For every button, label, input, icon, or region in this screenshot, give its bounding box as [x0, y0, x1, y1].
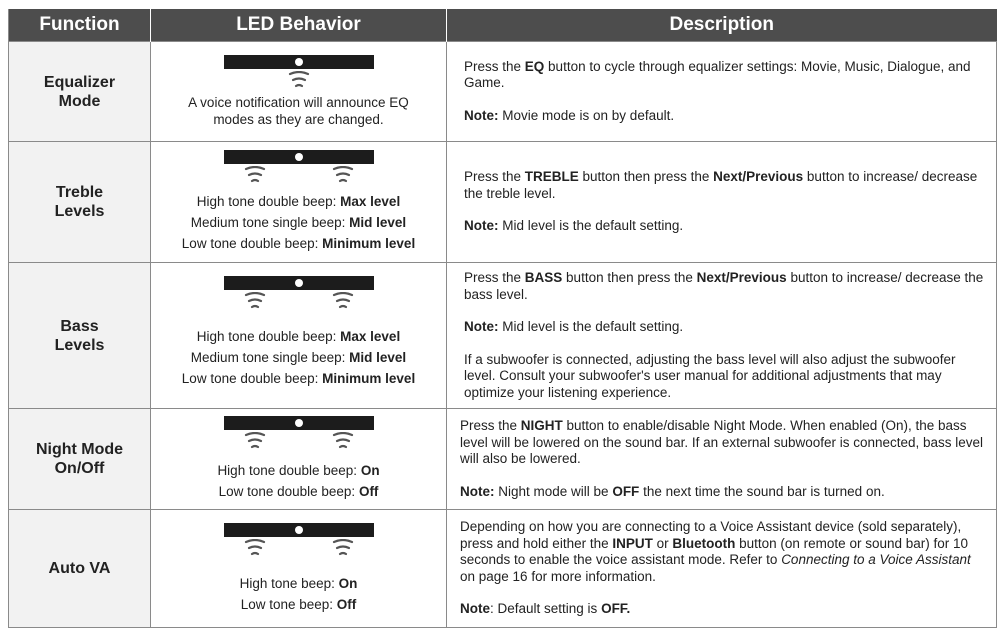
sound-wave-icon — [330, 292, 356, 314]
header-led-behavior: LED Behavior — [151, 9, 447, 42]
sound-wave-icon — [242, 539, 268, 561]
led-line: High tone double beep: Max level — [196, 329, 401, 344]
description-note: Note: Movie mode is on by default. — [464, 107, 675, 123]
description-paragraph: Press the TREBLE button then press the Next/Previous button to increase/ decrease the treble level. — [464, 169, 978, 201]
soundbar-led-icon — [224, 150, 374, 164]
table-row — [9, 510, 997, 628]
sound-wave-icon — [242, 432, 268, 454]
soundbar-led-icon — [224, 416, 374, 430]
function-name-line: Treble — [55, 184, 104, 201]
table-row — [9, 263, 997, 409]
function-name-line: Levels — [54, 203, 105, 220]
led-line: High tone double beep: On — [217, 463, 380, 478]
table-row — [9, 409, 997, 510]
led-line: Low tone double beep: Minimum level — [181, 371, 416, 386]
header-description: Description — [447, 9, 997, 42]
led-behavior-cell — [151, 510, 447, 628]
sound-wave-icon — [286, 71, 312, 93]
soundbar-led-icon — [224, 523, 374, 537]
led-line: Low tone beep: Off — [240, 596, 357, 612]
description-paragraph: Depending on how you are connecting to a Voice Assistant device (sold separately), press and hold either the INPUT or Bluetooth button (on remote or sound bar) for 10 seconds to enable the voice assistant mode. Refer to Connecting to a Voice Assistant on page 16 for more information. — [460, 519, 971, 584]
led-line: Low tone double beep: Off — [218, 484, 379, 499]
description-paragraph: Press the EQ button to cycle through equalizer settings: Movie, Music, Dialogue, and Game. — [464, 58, 971, 91]
table-row — [9, 42, 997, 142]
function-cell — [9, 409, 151, 510]
sound-wave-icon — [242, 292, 268, 314]
function-cell — [9, 142, 151, 263]
function-name-line: Equalizer — [43, 73, 116, 91]
description-cell — [447, 409, 997, 510]
led-line: Medium tone single beep: Mid level — [190, 350, 407, 365]
description-paragraph: Press the NIGHT button to enable/disable Night Mode. When enabled (On), the bass level will be lowered on the sound bar. If an external subwoofer is connected, bass level will also be lowered. — [460, 418, 984, 466]
function-cell — [9, 42, 151, 142]
soundbar-led-icon — [224, 55, 374, 69]
led-behavior-cell — [151, 409, 447, 510]
description-paragraph: Press the BASS button then press the Next/Previous button to increase/ decrease the bass level. — [464, 270, 984, 302]
led-behavior-cell — [151, 142, 447, 263]
description-paragraph: If a subwoofer is connected, adjusting the bass level will also adjust the subwoofer level. Consult your subwoofer's user manual for additional adjustments that may optimize your listening experience. — [464, 351, 956, 400]
led-line: Medium tone single beep: Mid level — [190, 215, 407, 230]
table-row — [9, 142, 997, 263]
description-note: Note: Night mode will be OFF the next time the sound bar is turned on. — [460, 483, 885, 499]
led-note: A voice notification will announce EQ — [188, 95, 409, 110]
led-note: modes as they are changed. — [213, 112, 384, 127]
function-name-line: Mode — [58, 92, 101, 110]
function-table — [8, 9, 997, 628]
led-behavior-cell — [151, 263, 447, 409]
function-name-line: Levels — [54, 336, 105, 354]
table-header-row — [9, 9, 997, 42]
led-line: High tone double beep: Max level — [196, 194, 401, 209]
sound-wave-icon — [242, 166, 268, 188]
header-function: Function — [9, 9, 151, 42]
sound-wave-icon — [330, 166, 356, 188]
function-cell — [9, 510, 151, 628]
sound-wave-icon — [330, 539, 356, 561]
led-behavior-cell — [151, 42, 447, 142]
led-line: High tone beep: On — [239, 575, 358, 591]
function-name-line: On/Off — [54, 460, 105, 477]
led-line: Low tone double beep: Minimum level — [181, 236, 416, 251]
description-cell — [447, 263, 997, 409]
sound-wave-icon — [330, 432, 356, 454]
description-note: Note: Mid level is the default setting. — [464, 218, 684, 234]
function-name-line: Bass — [60, 317, 99, 335]
description-cell — [447, 42, 997, 142]
description-note: Note: Default setting is OFF. — [460, 601, 631, 617]
function-name-line: Night Mode — [35, 441, 124, 458]
description-note: Note: Mid level is the default setting. — [464, 319, 684, 334]
function-name-line: Auto VA — [48, 560, 111, 577]
description-cell — [447, 142, 997, 263]
soundbar-led-icon — [224, 276, 374, 290]
description-cell — [447, 510, 997, 628]
function-cell — [9, 263, 151, 409]
